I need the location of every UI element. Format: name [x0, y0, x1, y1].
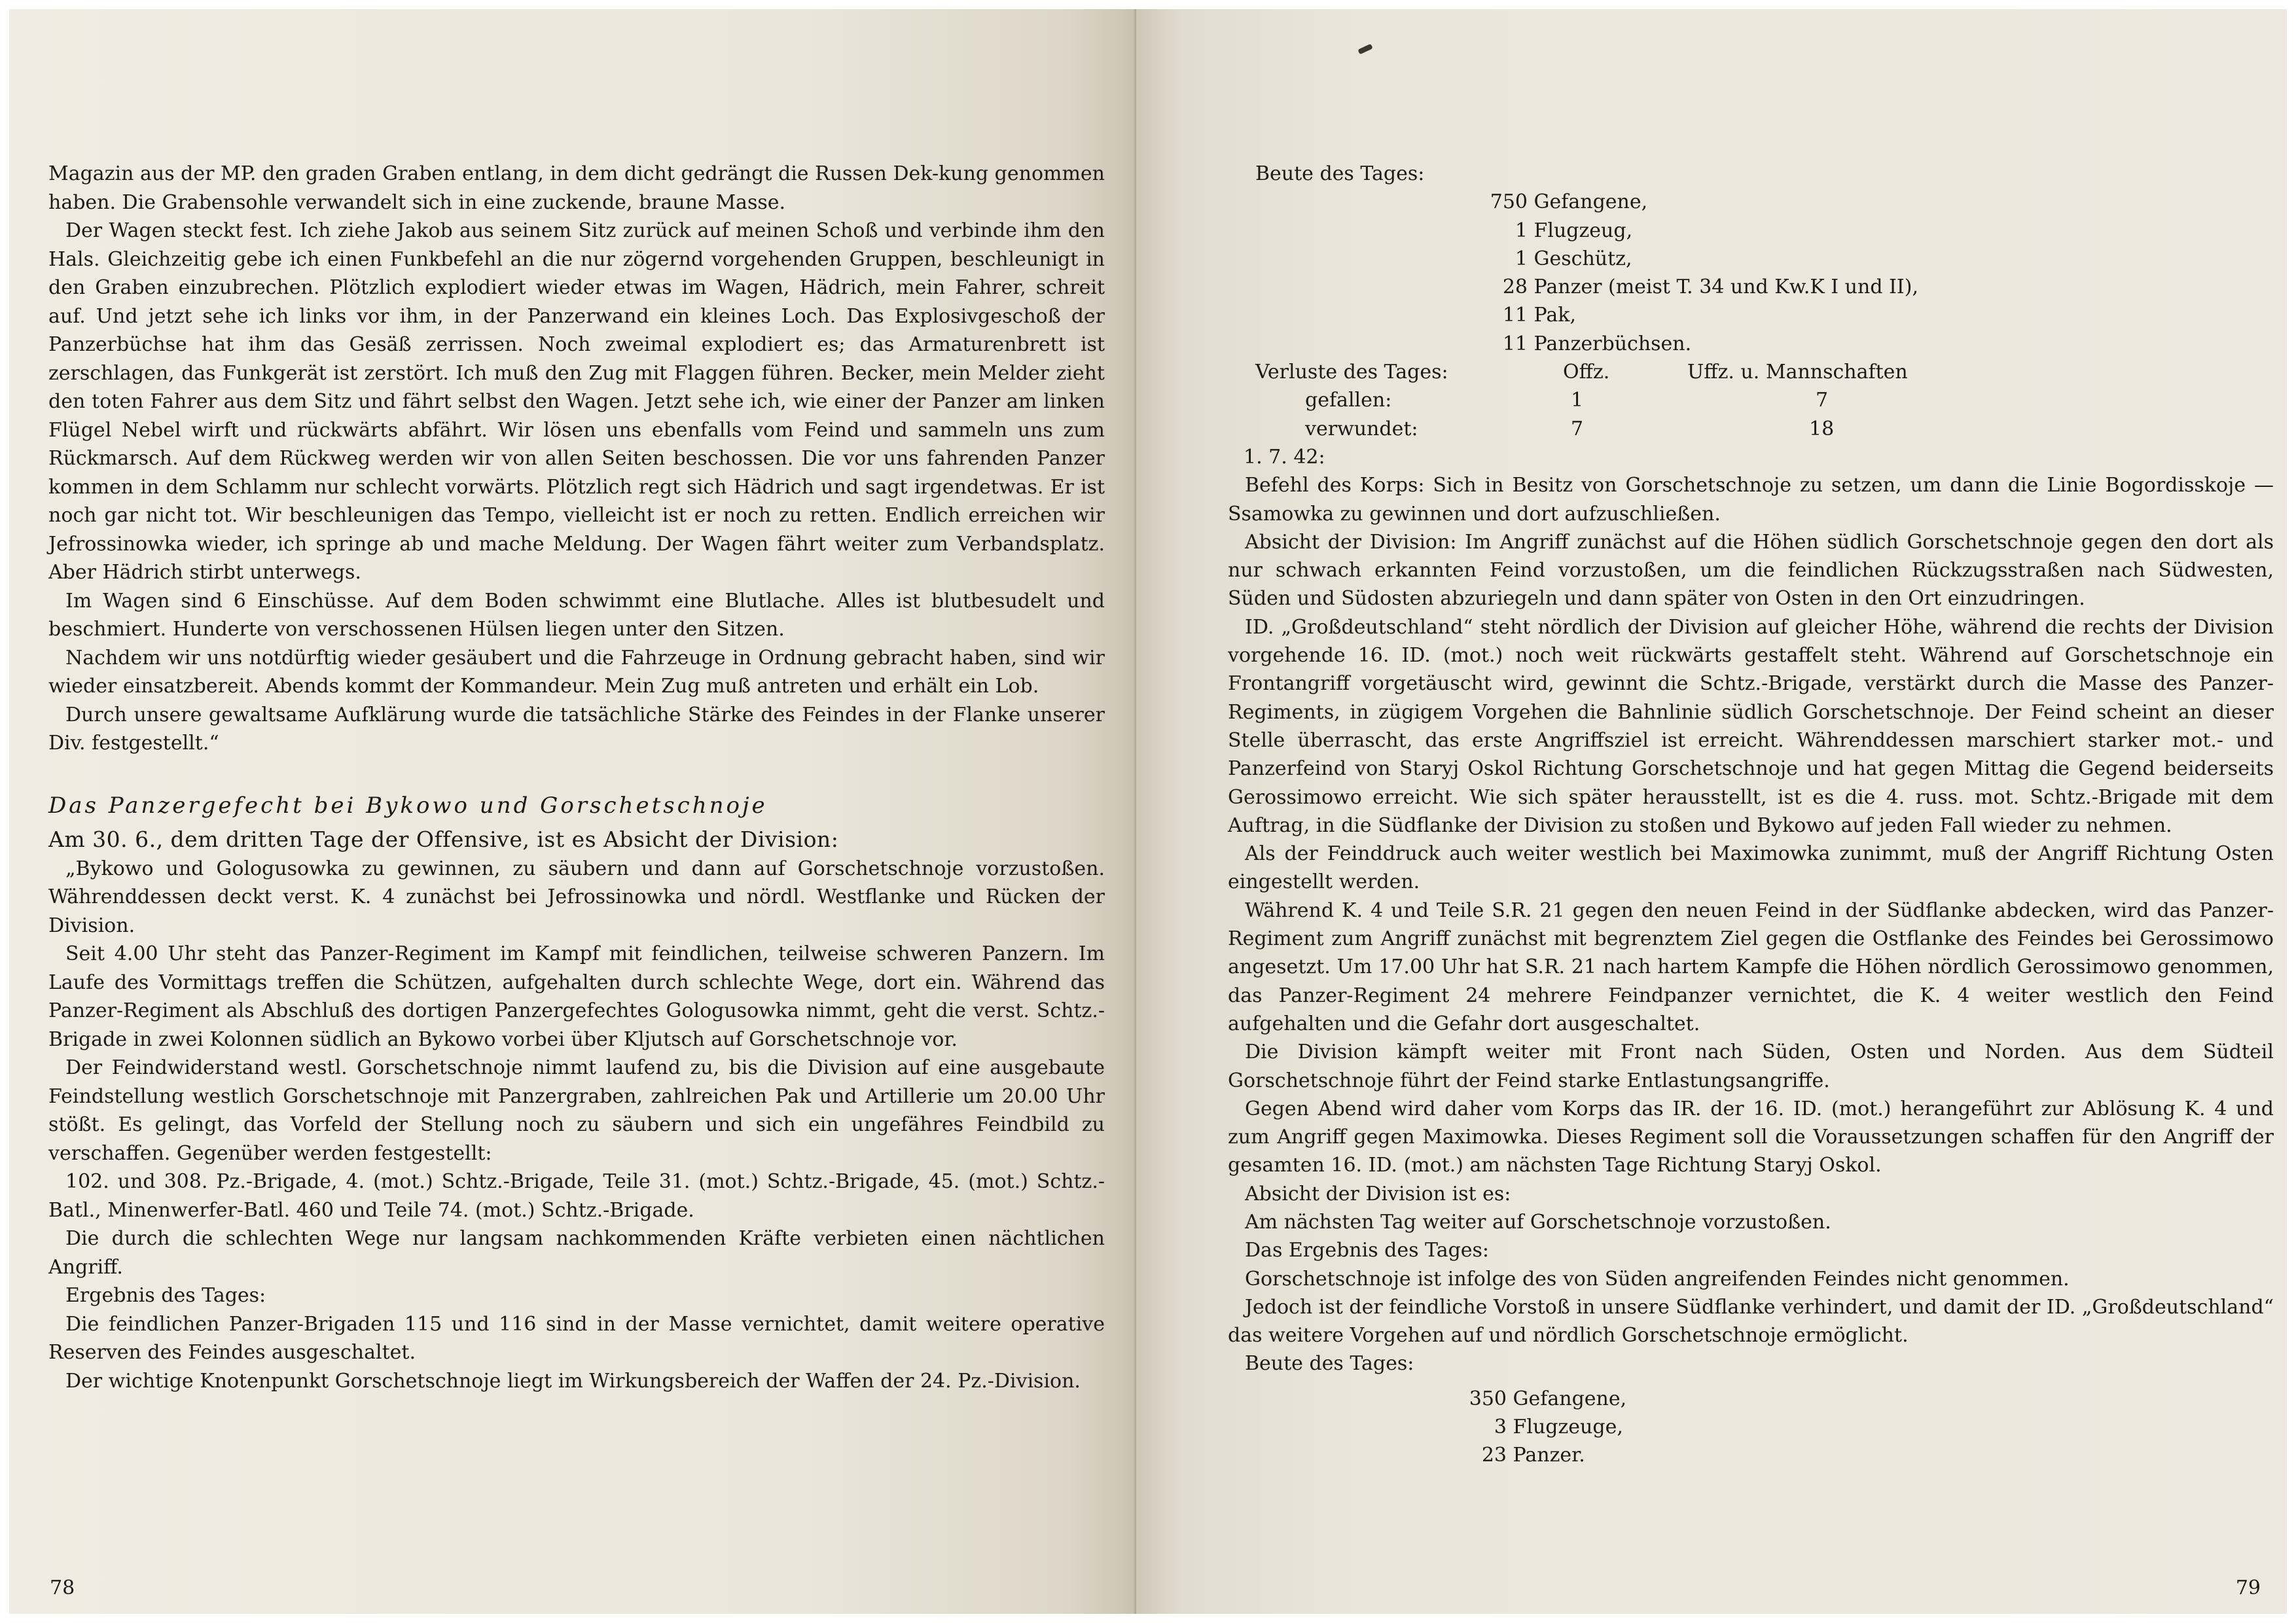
list-item [1484, 330, 2274, 358]
loot-count: 28 [1502, 276, 1528, 299]
list-item [1463, 1413, 2274, 1441]
paragraph: Nachdem wir uns notdürftig wieder gesäubert und die Fahrzeuge in Ordnung gebracht haben, sind wir wieder einsatzbereit. Abends kommt der Kommandeur. Mein Zug muß antreten und erhält ein Lob. [48, 646, 1105, 698]
loot-count: 11 [1502, 304, 1528, 327]
right-page [1136, 9, 2287, 1614]
right-page-text [1228, 160, 2274, 1470]
paragraph: Als der Feinddruck auch weiter westlich bei Maximowka zunimmt, muß der Angriff Richtung Osten eingestellt werden. [1228, 842, 2274, 894]
losses-row-label: gefallen: [1305, 389, 1392, 412]
paragraph: Beute des Tages: [1245, 1352, 1414, 1376]
section-lead: Am 30. 6., dem dritten Tage der Offensive, ist es Absicht der Division: [48, 826, 839, 852]
paragraph: Magazin aus der MP. den graden Graben entlang, in dem dicht gedrängt die Russen Dek-kung genommen haben. Die Grabensohle verwandelt sich in eine zuckende, braune Masse. [48, 162, 1105, 214]
book-spread [9, 9, 2287, 1614]
date-line: 1. 7. 42: [1244, 445, 1325, 469]
losses-title: Verluste des Tages: [1255, 361, 1448, 384]
loot-item: Panzer. [1513, 1444, 1585, 1467]
paragraph: Der Wagen steckt fest. Ich ziehe Jakob aus seinem Sitz zurück auf meinen Schoß und verbinde ihm den Hals. Gleichzeitig gebe ich einen Funkbefehl an die nur zögernd vorgehenden Gruppen, beschleunigt in den Graben einzubrechen. Plötzlich explodiert wieder etwas im Wagen, Hädrich, mein Fahrer, schreit auf. Und jetzt sehe ich links vor ihm, in der Panzerwand ein kleines Loch. Das Explosivgeschoß der Panzerbüchse hat ihm das Gesäß zerrissen. Noch zweimal explodiert es; das Armaturenbrett ist zerschlagen, das Funkgerät ist zerstört. Ich muß den Zug mit Flaggen führen. Becker, mein Melder zieht den toten Fahrer aus dem Sitz und fährt selbst den Wagen. Jetzt sehe ich, wie einer der Panzer am linken Flügel Nebel wirft und rückwärts abfährt. Wir lösen uns ebenfalls vom Feind und sammeln uns zum Rückmarsch. Auf dem Rückweg werden wir von allen Seiten beschossen. Die vor uns fahrenden Panzer kommen in dem Schlamm nur schlecht vorwärts. Plötzlich regt sich Hädrich und sagt irgendetwas. Er ist noch gar nicht tot. Wir beschleunigen das Tempo, vielleicht ist er noch zu retten. Endlich erreichen wir Jefrossinowka wieder, ich springe ab und mache Meldung. Der Wagen fährt weiter zum Verbandsplatz. Aber Hädrich stirbt unterwegs. [48, 219, 1105, 584]
paragraph: Jedoch ist der feindliche Vorstoß in unsere Südflanke verhindert, und damit der ID. „Großdeutschland“ das weitere Vorgehen auf und nördlich Gorschetschnoje ermöglicht. [1228, 1295, 2274, 1347]
loot-count: 1 [1515, 247, 1528, 270]
losses-men-value: 18 [1809, 417, 1835, 440]
losses-men-value: 7 [1816, 389, 1829, 412]
paragraph: 102. und 308. Pz.-Brigade, 4. (mot.) Schtz.-Brigade, Teile 31. (mot.) Schtz.-Brigade, 45. (mot.) Schtz.-Batl., Minenwerfer-Batl. 460 und Teile 74. (mot.) Schtz.-Brigade. [48, 1170, 1105, 1222]
loot-list [1484, 188, 2274, 358]
loot-count: 3 [1494, 1416, 1507, 1439]
paragraph: Im Wagen sind 6 Einschüsse. Auf dem Boden schwimmt eine Blutlache. Alles ist blutbesudelt und beschmiert. Hunderte von verschossenen Hülsen liegen unter den Sitzen. [48, 589, 1105, 641]
paragraph: Absicht der Division: Im Angriff zunächst auf die Höhen südlich Gorschetschnoje gegen den dort als nur schwach erkannten Feind vorzustoßen, um die feindlichen Rückzugsstraßen nach Südwesten, Süden und Südosten abzuriegeln und dann später von Osten in den Ort einzudringen. [1228, 530, 2274, 611]
paragraph: Die feindlichen Panzer-Brigaden 115 und 116 sind in der Masse vernichtet, damit weitere operative Reserven des Feindes ausgeschaltet. [48, 1312, 1105, 1364]
loot-item: Flugzeug, [1534, 219, 1633, 242]
losses-col-men: Uffz. u. Mannschaften [1687, 361, 1908, 384]
loot-count: 350 [1469, 1387, 1507, 1410]
losses-row-label: verwundet: [1305, 417, 1418, 440]
table-row [1255, 386, 1908, 414]
paragraph: ID. „Großdeutschland“ steht nördlich der Division auf gleicher Höhe, während die rechts der Division vorgehende 16. ID. (mot.) noch weit rückwärts gestaffelt steht. Während auf Gorschetschnoje ein Frontangriff vorgetäuscht wird, gewinnt die Schtz.-Brigade, verstärkt durch die Masse des Panzer-Regiments, in zügigem Vorgehen die Bahnlinie südlich Gorschetschnoje. Der Feind scheint an dieser Stelle überrascht, das erste Angriffsziel ist erreicht. Währenddessen marschiert starker mot.- und Panzerfeind von Staryj Oskol Richtung Gorschetschnoje und hat gegen Mittag die Gegend beiderseits Gerossimowo erreicht. Wie sich später herausstellt, ist es die 4. russ. mot. Schtz.-Brigade mit dem Auftrag, in die Südflanke der Division zu stoßen und Bykowo auf jeden Fall wieder zu nehmen. [1228, 615, 2274, 837]
paragraph: Die durch die schlechten Wege nur langsam nachkommenden Kräfte verbieten einen nächtlichen Angriff. [48, 1227, 1105, 1279]
left-page-text [48, 160, 1105, 1395]
losses-officers-value: 1 [1571, 389, 1584, 412]
loot-title: Beute des Tages: [1255, 162, 1425, 185]
list-item [1463, 1441, 2274, 1469]
list-item [1484, 217, 2274, 245]
list-item [1484, 273, 2274, 301]
loot-count: 1 [1515, 219, 1528, 242]
paragraph: Die Division kämpft weiter mit Front nach Süden, Osten und Norden. Aus dem Südteil Gorschetschnoje führt der Feind starke Entlastungsangriffe. [1228, 1041, 2274, 1092]
loot-count: 11 [1502, 332, 1528, 355]
losses-table [1255, 358, 1908, 443]
paragraph: Durch unsere gewaltsame Aufklärung wurde die tatsächliche Stärke des Feindes in der Flanke unserer Div. festgestellt.“ [48, 703, 1105, 755]
loot-list-2 [1463, 1385, 2274, 1470]
loot-count: 23 [1481, 1444, 1507, 1467]
loot-item: Geschütz, [1534, 247, 1632, 270]
loot-item: Panzerbüchsen. [1534, 332, 1692, 355]
loot-item: Panzer (meist T. 34 und Kw.K I und II), [1534, 276, 1919, 299]
loot-item: Pak, [1534, 304, 1576, 327]
paragraph: Absicht der Division ist es: [1245, 1182, 1511, 1205]
losses-officers-value: 7 [1571, 417, 1584, 440]
loot-item: Gefangene, [1513, 1387, 1627, 1410]
paragraph: „Bykowo und Gologusowka zu gewinnen, zu säubern und dann auf Gorschetschnoje vorzustoßen. Währenddessen deckt verst. K. 4 zunächst bei Jefrossinowka und nördl. Westflanke und Rücken der Division. [48, 857, 1105, 937]
loot-item: Gefangene, [1534, 190, 1648, 214]
section-heading: Das Panzergefecht bei Bykowo und Gorschetschnoje [48, 792, 768, 819]
paragraph: Während K. 4 und Teile S.R. 21 gegen den neuen Feind in der Südflanke abdecken, wird das Panzer-Regiment zum Angriff zunächst mit begrenztem Ziel gegen die Ostflanke des Feindes bei Gerossimowo angesetzt. Um 17.00 Uhr hat S.R. 21 nach hartem Kampfe die Höhen nördlich Gerossimowo genommen, das Panzer-Regiment 24 mehrere Feindpanzer vernichtet, die K. 4 weiter westlich den Feind aufgehalten und die Gefahr dort ausgeschaltet. [1228, 899, 2274, 1035]
list-item [1463, 1385, 2274, 1413]
page-number: 78 [50, 1577, 75, 1599]
list-item [1484, 188, 2274, 216]
paragraph: Das Ergebnis des Tages: [1245, 1239, 1490, 1262]
list-item [1484, 245, 2274, 273]
paragraph: Der wichtige Knotenpunkt Gorschetschnoje liegt im Wirkungsbereich der Waffen der 24. Pz.-Division. [65, 1369, 1081, 1393]
losses-col-officers: Offz. [1563, 361, 1610, 384]
loot-count: 750 [1490, 190, 1528, 214]
table-row [1255, 358, 1908, 386]
paragraph: Ergebnis des Tages: [65, 1284, 266, 1307]
left-page [9, 9, 1136, 1614]
page-number: 79 [2235, 1577, 2261, 1599]
paragraph: Am nächsten Tag weiter auf Gorschetschnoje vorzustoßen. [1245, 1210, 1831, 1234]
loot-item: Flugzeuge, [1513, 1416, 1623, 1439]
paragraph: Seit 4.00 Uhr steht das Panzer-Regiment im Kampf mit feindlichen, teilweise schweren Panzern. Im Laufe des Vormittags treffen die Schützen, aufgehalten durch schlechte Wege, dort ein. Während das Panzer-Regiment als Abschluß des dortigen Panzergefechtes Gologusowka nimmt, geht die verst. Schtz.-Brigade in zwei Kolonnen südlich an Bykowo vorbei über Kljutsch auf Gorschetschnoje vor. [48, 942, 1105, 1051]
paragraph: Befehl des Korps: Sich in Besitz von Gorschetschnoje zu setzen, um dann die Linie Bogordisskoje — Ssamowka zu gewinnen und dort aufzuschließen. [1228, 474, 2274, 526]
paragraph: Gorschetschnoje ist infolge des von Süden angreifenden Feindes nicht genommen. [1245, 1267, 2070, 1291]
table-row [1255, 415, 1908, 443]
paragraph: Gegen Abend wird daher vom Korps das IR. der 16. ID. (mot.) herangeführt zur Ablösung K. 4 und zum Angriff gegen Maximowka. Dieses Regiment soll die Voraussetzungen schaffen für den Angriff der gesamten 16. ID. (mot.) am nächsten Tage Richtung Staryj Oskol. [1228, 1097, 2274, 1177]
list-item [1484, 301, 2274, 329]
paragraph: Der Feindwiderstand westl. Gorschetschnoje nimmt laufend zu, bis die Division auf eine ausgebaute Feindstellung westlich Gorschetschnoje mit Panzergraben, zahlreichen Pak und Artillerie um 20.00 Uhr stößt. Es gelingt, das Vorfeld der Stellung noch zu säubern und sich ein ungefähres Feindbild zu verschaffen. Gegenüber werden festgestellt: [48, 1056, 1105, 1165]
